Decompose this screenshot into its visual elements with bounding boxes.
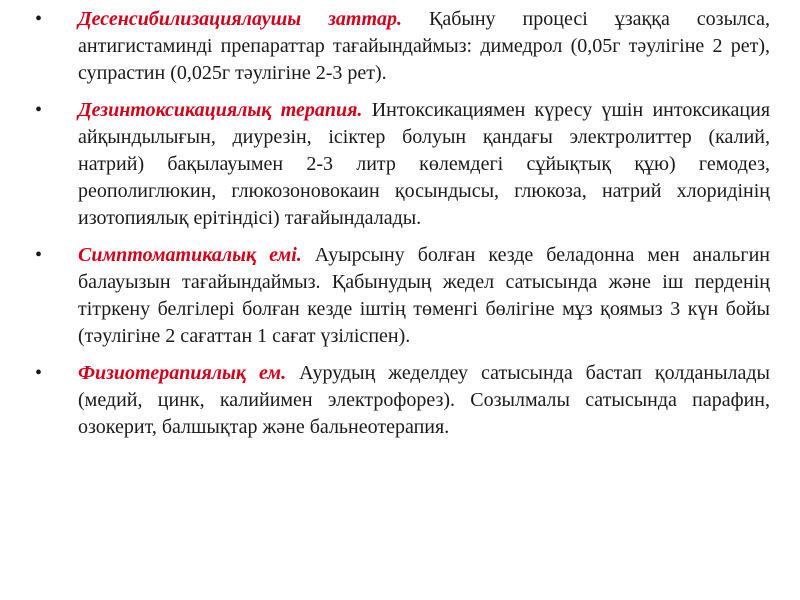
item-text: Аурудың жеделдеу сатысында бастап қолданылады (медий, цинк, калийимен электрофорез). Созылмалы сатысында парафин, озокерит, балшықтар және бальнеотерапия. [78,362,770,438]
list-item-physiotherapy [35,360,770,441]
bullet-icon: • [35,8,43,30]
list-item-detoxification [35,97,771,232]
item-text: Интоксикациямен күресу үшін интоксикация айқындылығын, диурезін, ісіктер болуын қандағы электролиттер (калий, натрий) бақылауымен 2-3 литр көлемдегі сұйықтық құю) гемодез, реополиглюкин, глюкозоновокаин қосындысы, глюкоза, натрий хлоридінің изотопиялық ерітіндісі) тағайындалады. [78,99,771,229]
bullet-icon: • [35,362,43,384]
item-term: Десенсибилизациялаушы заттар. [78,8,403,30]
item-text: Ауырсыну болған кезде беладонна мен анальгин балауызын тағайындаймыз. Қабынудың жедел сатысында және іш перденің тітркену белгілері болған кезде іштің төменгі бөлігіне мұз қоямыз 3 күн бойы (тәулігіне 2 сағаттан 1 сағат үзіліспен). [78,244,770,347]
list-item-symptomatic [35,242,770,350]
item-term: Симптоматикалық емі. [78,244,302,266]
treatment-list [35,6,771,451]
item-term: Физиотерапиялық ем. [78,362,287,384]
bullet-icon: • [35,99,43,121]
item-text: Қабыну процесі ұзаққа созылса, антигистаминді препараттар тағайындаймыз: димедрол (0,05г тәулігіне 2 рет), супрастин (0,025г тәулігіне 2-3 рет). [78,8,770,84]
item-term: Дезинтоксикациялық терапия. [78,99,363,121]
bullet-icon: • [35,244,43,266]
list-item-desensitizing [35,6,770,87]
